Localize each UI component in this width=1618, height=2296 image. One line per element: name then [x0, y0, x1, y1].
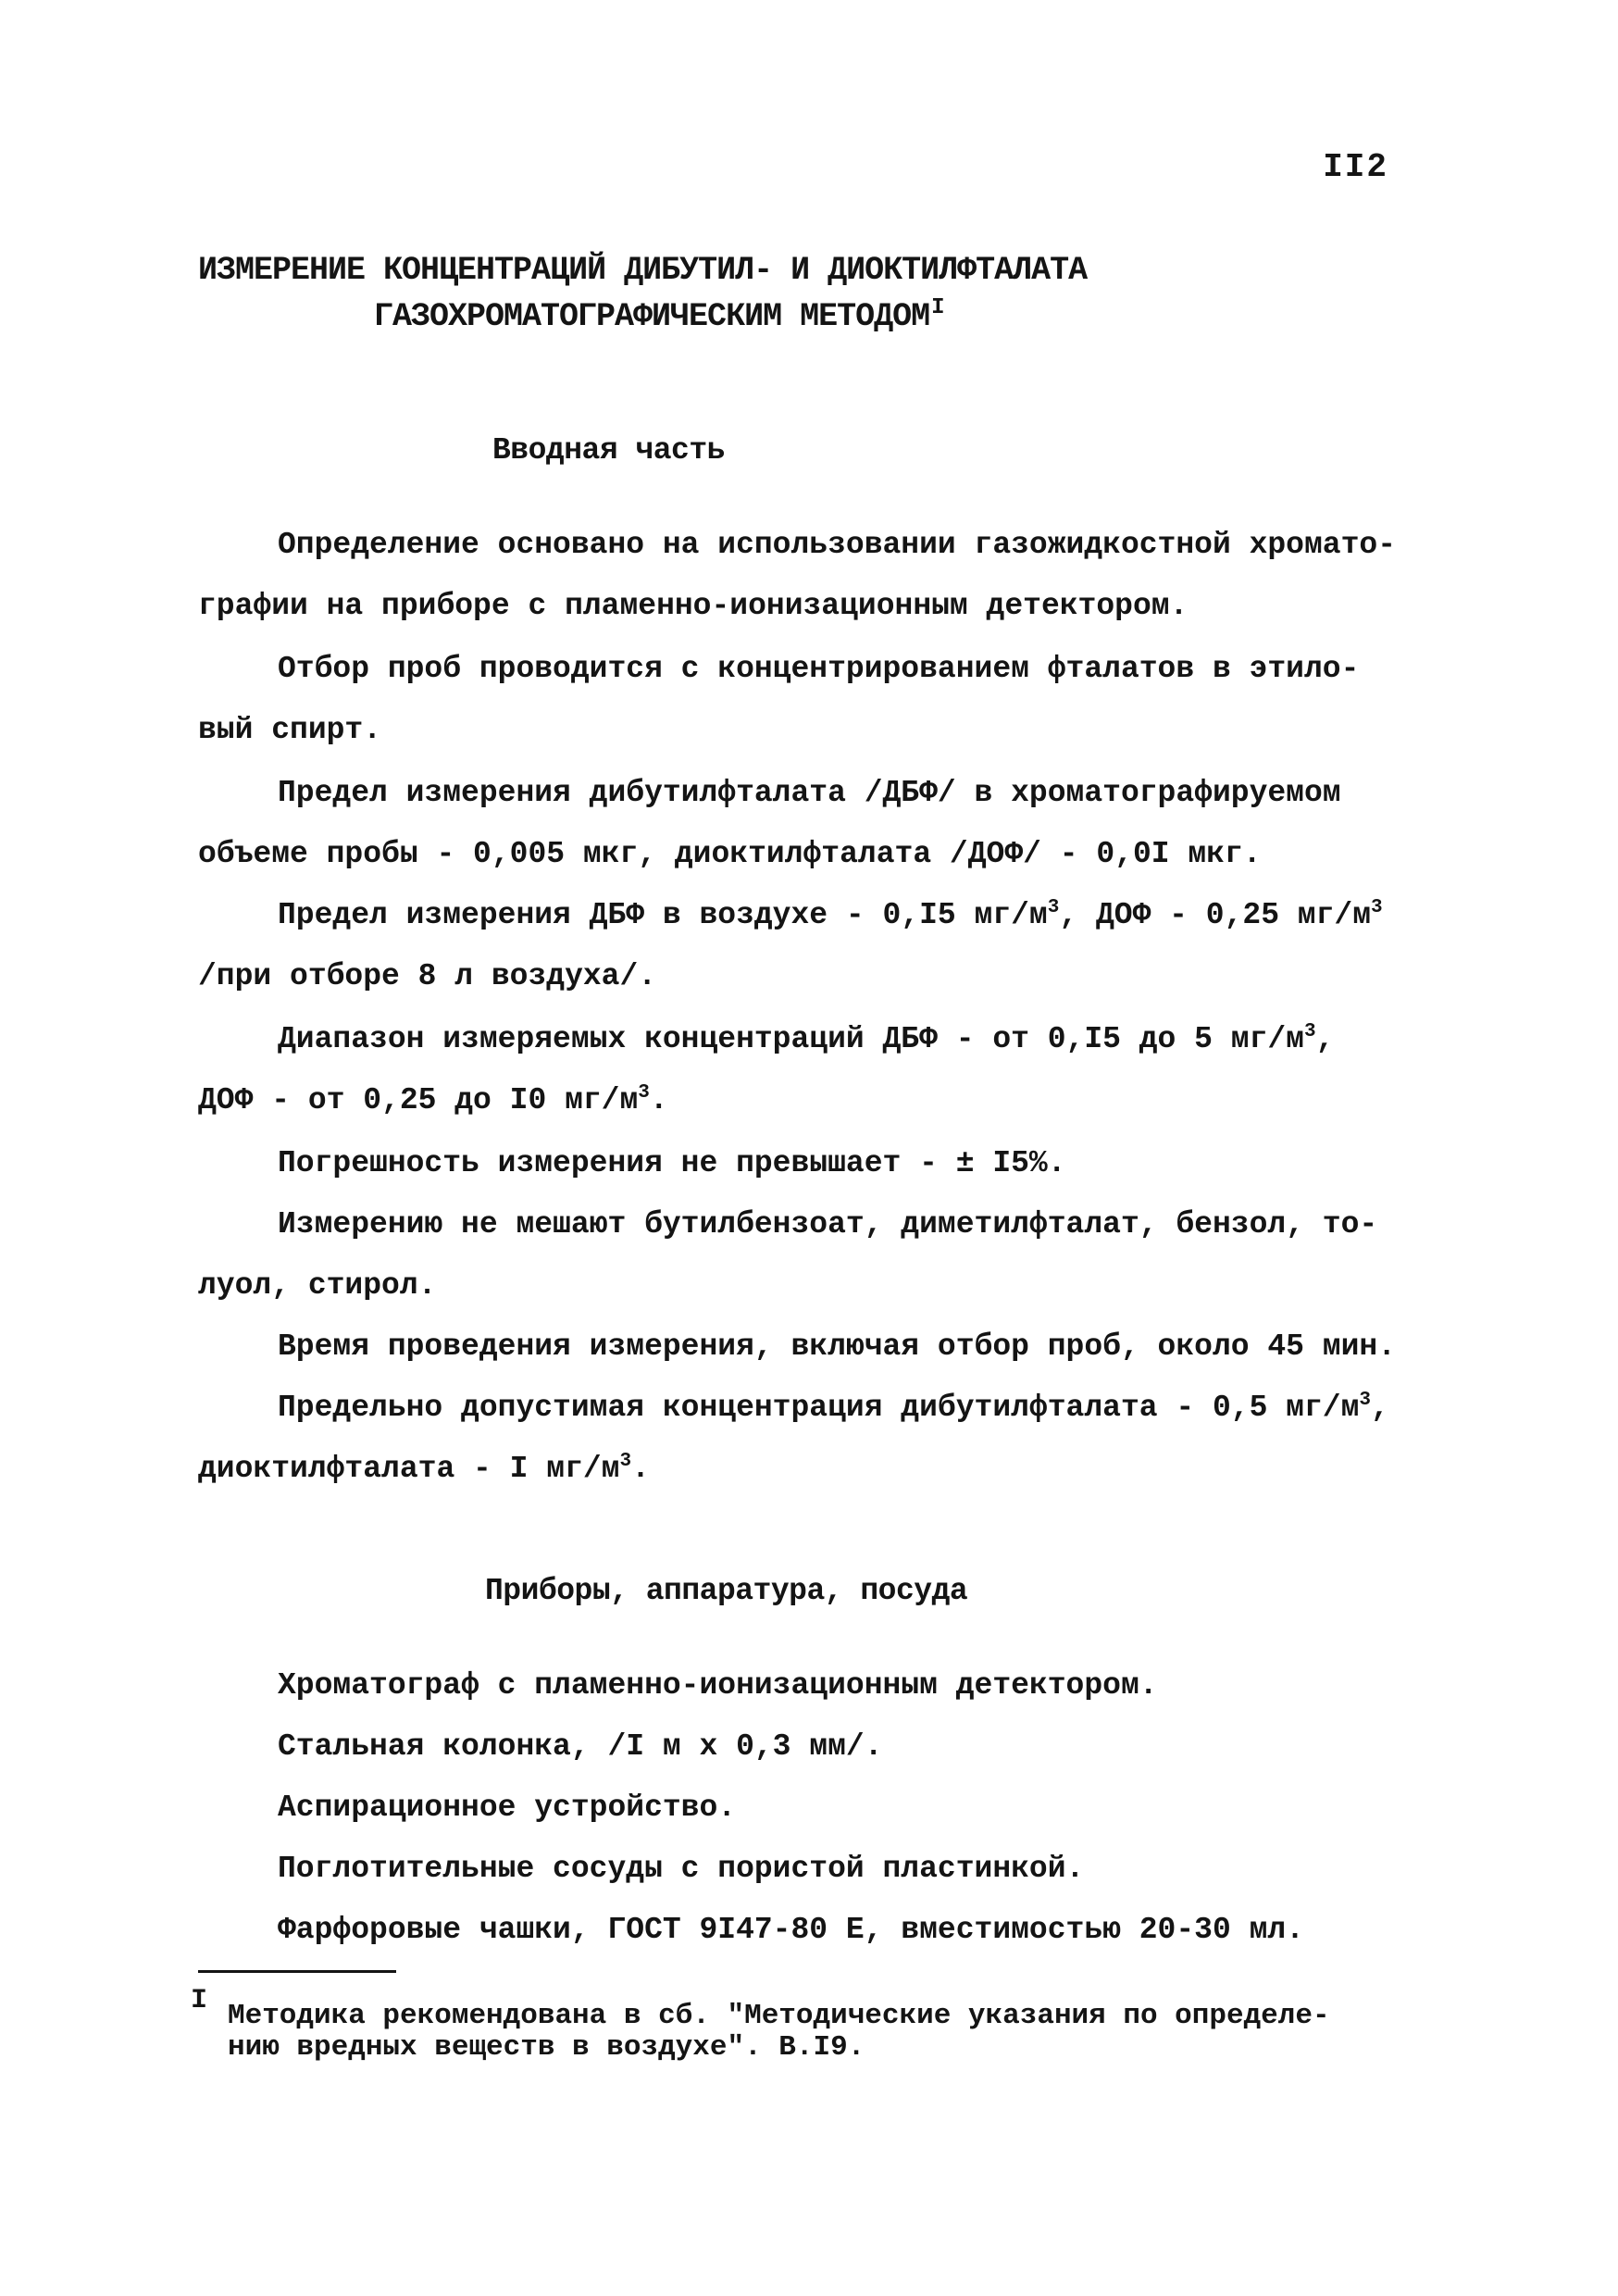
document-title-line-2-text: ГАЗОХРОМАТОГРАФИЧЕСКИМ МЕТОДОМ	[374, 298, 930, 335]
cubic-superscript: 3	[638, 1082, 650, 1104]
intro-line: Отбор проб проводится с концентрированием фталатов в этило-	[278, 652, 1360, 686]
equipment-item: Стальная колонка, /I м х 0,3 мм/.	[278, 1729, 883, 1764]
mac-dbf: Предельно допустимая концентрация дибутилфталата - 0,5 мг/м	[278, 1391, 1360, 1425]
intro-line: луол, стирол.	[198, 1268, 437, 1303]
footnote-separator	[198, 1970, 396, 1973]
footnote-line-2: нию вредных веществ в воздухе". В.I9.	[228, 2031, 865, 2064]
mac-dbf-punct: ,	[1371, 1391, 1389, 1425]
air-limit-dof: , ДОФ - 0,25 мг/м	[1059, 898, 1372, 932]
intro-line: вый спирт.	[198, 713, 382, 747]
range-dof: ДОФ - от 0,25 до I0 мг/м	[198, 1083, 639, 1117]
range-dbf: Диапазон измеряемых концентраций ДБФ - от 0,I5 до 5 мг/м	[278, 1022, 1304, 1056]
intro-line: Время проведения измерения, включая отбор проб, около 45 мин.	[278, 1329, 1396, 1364]
intro-line: Погрешность измерения не превышает - ± I5%.	[278, 1146, 1066, 1180]
cubic-superscript: 3	[619, 1451, 632, 1472]
equipment-item: Хроматограф с пламенно-ионизационным детектором.	[278, 1668, 1158, 1703]
range-line	[198, 1083, 668, 1117]
cubic-superscript: 3	[1371, 897, 1383, 918]
range-dof-punct: .	[649, 1083, 668, 1117]
section-heading-intro: Вводная часть	[492, 433, 725, 468]
mac-line	[198, 1452, 650, 1486]
section-heading-equipment: Приборы, аппаратура, посуда	[485, 1574, 968, 1608]
intro-line: объеме пробы - 0,005 мкг, диоктилфталата /ДОФ/ - 0,0I мкг.	[198, 837, 1262, 871]
range-line	[278, 1022, 1334, 1056]
air-limit-line	[278, 898, 1383, 932]
footnote-marker: I	[191, 1985, 208, 2016]
cubic-superscript: 3	[1047, 897, 1060, 918]
equipment-item: Аспирационное устройство.	[278, 1791, 737, 1825]
intro-line: Измерению не мешают бутилбензоат, диметилфталат, бензол, то-	[278, 1207, 1378, 1242]
intro-line: Предел измерения дибутилфталата /ДБФ/ в хроматографируемом	[278, 776, 1341, 810]
intro-line: графии на приборе с пламенно-ионизационным детектором.	[198, 589, 1189, 623]
page-number: II2	[1323, 148, 1388, 186]
mac-line	[278, 1391, 1389, 1425]
air-limit-dbf: Предел измерения ДБФ в воздухе - 0,I5 мг/м	[278, 898, 1048, 932]
mac-dof: диоктилфталата - I мг/м	[198, 1452, 620, 1486]
title-footnote-marker: I	[931, 295, 944, 321]
mac-dof-punct: .	[631, 1452, 650, 1486]
intro-line: Определение основано на использовании газожидкостной хромато-	[278, 528, 1396, 562]
equipment-item: Фарфоровые чашки, ГОСТ 9I47-80 Е, вместимостью 20-30 мл.	[278, 1913, 1304, 1947]
footnote-line-1: Методика рекомендована в сб. "Методические указания по определе-	[228, 2000, 1330, 2032]
range-dbf-punct: ,	[1315, 1022, 1335, 1056]
document-title-line-2	[374, 295, 944, 335]
cubic-superscript: 3	[1303, 1021, 1316, 1042]
intro-line: /при отборе 8 л воздуха/.	[198, 959, 657, 993]
document-title-line-1: ИЗМЕРЕНИЕ КОНЦЕНТРАЦИЙ ДИБУТИЛ- И ДИОКТИЛФТАЛАТА	[198, 252, 1088, 289]
cubic-superscript: 3	[1359, 1390, 1371, 1411]
equipment-item: Поглотительные сосуды с пористой пластинкой.	[278, 1852, 1085, 1886]
